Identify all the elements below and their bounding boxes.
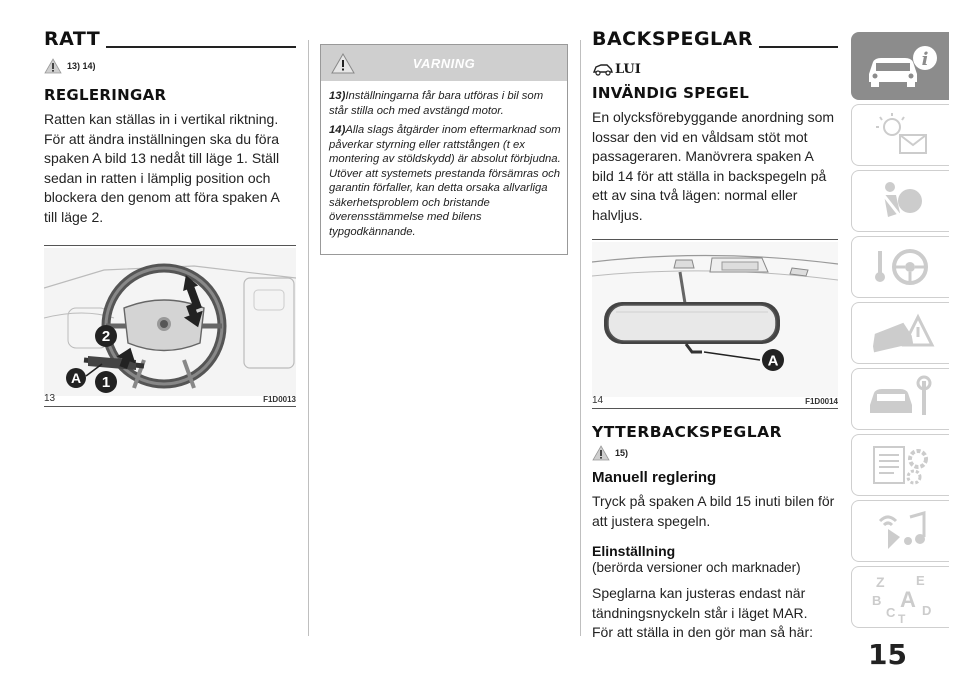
warning-text: Alla slags åtgärder inom eftermarknad som påverkar styrning eller rattstången (t ex montering av stöldskydd) är absolut förbjudna. Utöver att systemets prestanda försämras och garantin förfaller, kan detta orsaka allvarliga säkerhetsproblem och bristande överensstämmelse med bilens typgodkännande. — [329, 124, 561, 238]
figure-code: F1D0013 — [263, 395, 296, 404]
callout-a — [66, 368, 86, 388]
svg-text:1: 1 — [101, 374, 111, 391]
version-indicator — [592, 60, 838, 78]
electric-setting-note: (berörda versioner och marknader) — [592, 560, 801, 575]
warning-box — [320, 44, 568, 255]
steering-paragraph: Ratten kan ställas in i vertikal riktning. För att ändra inställningen ska du föra spaken A bild 13 nedåt till läge 1. Ställ sedan in ratten i lämplig position och blockera den genom att föra spaken A till läge 2. — [44, 111, 280, 225]
figure-13 — [44, 245, 296, 407]
section-header-ytter — [592, 423, 838, 441]
warning-header — [321, 45, 567, 81]
rail-tab-specs[interactable] — [851, 434, 949, 496]
specs-gears-icon — [866, 441, 936, 489]
inner-mirror-paragraph: En olycksförebyggande anordning som lossar den vid en våldsam stöt mot passageraren. Manövrera spaken A bild 14 för att ställa in backspegeln på ett av sina två lägen: normal eller halvljus. — [592, 109, 835, 223]
warning-ref: 13) — [329, 90, 346, 102]
svg-text:B: B — [871, 593, 881, 608]
warning-refs: 13) 14) — [67, 61, 96, 71]
column-warning — [320, 44, 568, 255]
column-divider — [308, 40, 309, 636]
emergency-icon — [866, 309, 936, 357]
rail-tab-index[interactable] — [851, 566, 949, 628]
warning-item — [329, 123, 561, 239]
electric-instruction: För att ställa in den gör man så här: — [592, 624, 813, 640]
car-version-icon — [592, 62, 614, 76]
rail-tab-multimedia[interactable] — [851, 500, 949, 562]
warning-ref: 14) — [329, 124, 346, 136]
reference-line — [44, 58, 296, 74]
svg-text:C: C — [885, 605, 895, 620]
reference-line — [592, 445, 838, 461]
rail-tab-starting[interactable] — [851, 236, 949, 298]
column-steering — [44, 28, 296, 407]
column-mirrors — [592, 28, 838, 643]
section-header-ratt — [44, 28, 296, 52]
svg-text:Z: Z — [875, 574, 885, 590]
warning-triangle-icon — [592, 445, 610, 461]
rail-tab-car-info[interactable] — [851, 32, 949, 100]
rail-tab-safety[interactable] — [851, 170, 949, 232]
manual-adjustment-heading: Manuell reglering — [592, 469, 717, 486]
svg-text:T: T — [897, 612, 905, 623]
svg-text:A: A — [70, 370, 82, 386]
callout-a — [762, 349, 784, 371]
svg-text:i: i — [921, 49, 928, 70]
rearview-mirror-illustration — [592, 242, 838, 397]
rail-tab-maintenance[interactable] — [851, 368, 949, 430]
section-title: RATT — [44, 28, 106, 50]
svg-text:2: 2 — [101, 328, 111, 345]
figure-code: F1D0014 — [805, 397, 838, 406]
warning-title: VARNING — [412, 56, 476, 71]
svg-text:E: E — [915, 573, 925, 588]
svg-text:A: A — [767, 352, 779, 370]
rail-tab-dashboard[interactable] — [851, 104, 949, 166]
subtitle-ytterbackspeglar: YTTERBACKSPEGLAR — [592, 423, 788, 441]
callout-1 — [95, 371, 117, 393]
steering-wheel-illustration — [44, 248, 296, 396]
warning-triangle-icon — [44, 58, 62, 74]
maintenance-icon — [866, 375, 936, 423]
car-info-icon — [863, 44, 939, 88]
electric-paragraph: Speglarna kan justeras endast när tändningsnyckeln står i läget MAR. — [592, 585, 808, 621]
warning-text: Inställningarna får bara utföras i bil som står stilla och med avstängd motor. — [329, 90, 544, 117]
section-header-backspeglar — [592, 28, 838, 52]
svg-text:A: A — [899, 587, 916, 612]
warning-refs: 15) — [615, 448, 629, 458]
figure-14 — [592, 239, 838, 409]
index-alphabet-icon — [866, 571, 936, 623]
version-icon-text: LUI — [615, 61, 641, 77]
manual-paragraph: Tryck på spaken A bild 15 inuti bilen för att justera spegeln. — [592, 493, 835, 529]
subtitle-invandig: INVÄNDIG SPEGEL — [592, 84, 750, 102]
safety-airbag-icon — [866, 177, 936, 225]
column-divider — [580, 40, 581, 636]
page-number: 15 — [868, 638, 907, 671]
section-title: BACKSPEGLAR — [592, 28, 759, 50]
key-steering-icon — [866, 243, 936, 291]
dashboard-warning-icon — [866, 111, 936, 159]
callout-2 — [95, 325, 117, 347]
multimedia-icon — [866, 507, 936, 555]
svg-text:D: D — [921, 603, 931, 618]
rail-tab-emergency[interactable] — [851, 302, 949, 364]
warning-item — [329, 89, 561, 118]
figure-number: 13 — [44, 393, 56, 404]
figure-number: 14 — [592, 395, 604, 406]
subtitle-regleringar: REGLERINGAR — [44, 86, 167, 104]
chapter-navigation-rail — [851, 32, 949, 632]
electric-setting-label: Elinställning — [592, 543, 676, 559]
warning-body — [321, 81, 567, 254]
